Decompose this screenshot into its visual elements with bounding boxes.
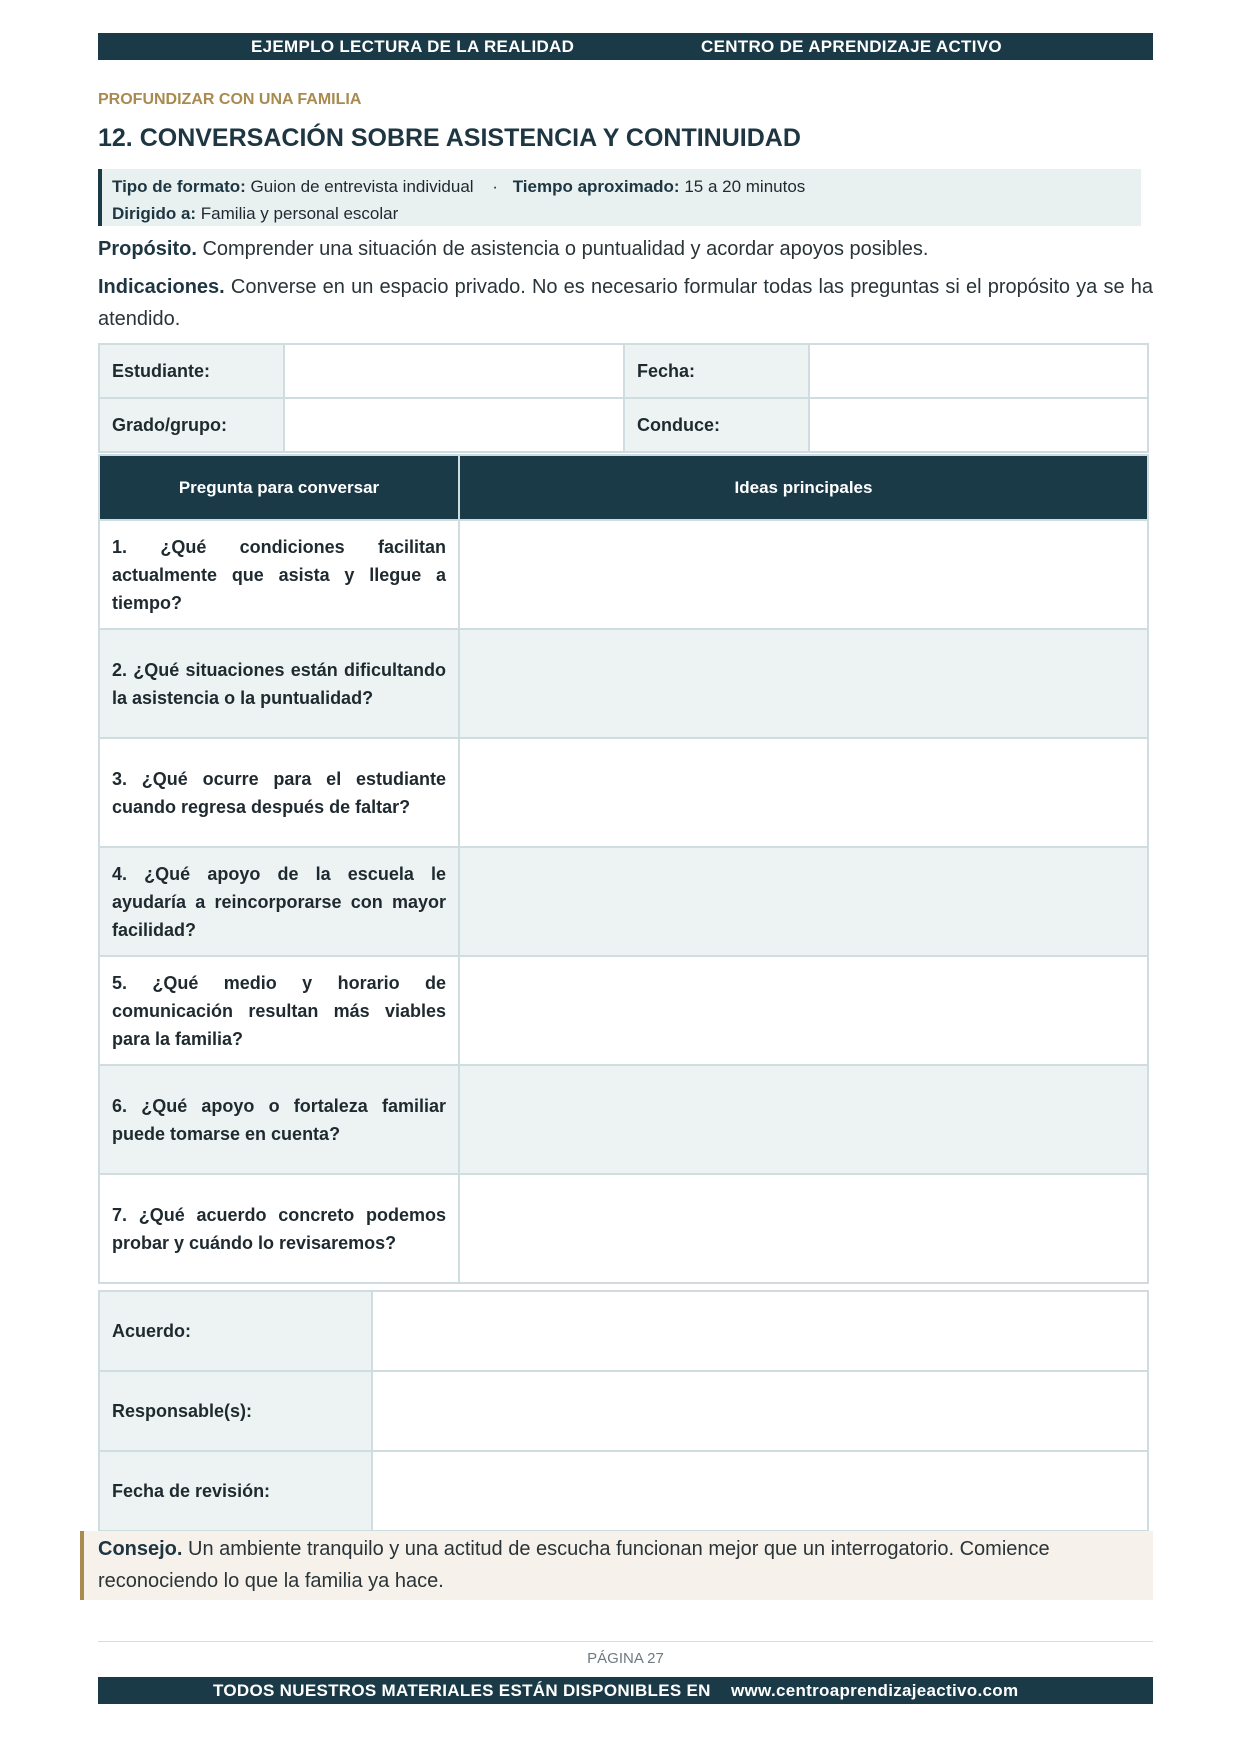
- header-left-text: EJEMPLO LECTURA DE LA REALIDAD: [251, 37, 575, 56]
- purpose-text: Comprender una situación de asistencia o puntualidad y acordar apoyos posibles.: [202, 238, 929, 260]
- purpose-label: Propósito.: [98, 238, 197, 260]
- footer-band: [98, 1677, 1153, 1704]
- ideas-cell[interactable]: [459, 847, 1148, 956]
- question-cell: 1. ¿Qué condiciones facilitan actualmente que asista y llegue a tiempo?: [99, 520, 459, 629]
- instructions-label: Indicaciones.: [98, 276, 225, 298]
- question-cell: 7. ¿Qué acuerdo concreto podemos probar y cuándo lo revisaremos?: [99, 1174, 459, 1283]
- ideas-cell[interactable]: [459, 629, 1148, 738]
- audience-label: Dirigido a:: [112, 204, 197, 223]
- agreement-field[interactable]: [372, 1291, 1148, 1371]
- ideas-cell[interactable]: [459, 520, 1148, 629]
- section-label: PROFUNDIZAR CON UNA FAMILIA: [98, 91, 362, 108]
- tip-text: Un ambiente tranquilo y una actitud de escucha funcionan mejor que un interrogatorio. Comience reconociendo lo que la familia ya hace.: [98, 1538, 1050, 1592]
- table-row: [99, 738, 1148, 847]
- question-cell: 3. ¿Qué ocurre para el estudiante cuando regresa después de faltar?: [99, 738, 459, 847]
- question-cell: 5. ¿Qué medio y horario de comunicación resultan más viables para la familia?: [99, 956, 459, 1065]
- responsible-field[interactable]: [372, 1371, 1148, 1451]
- time-label: Tiempo aproximado:: [512, 177, 680, 196]
- ideas-cell[interactable]: [459, 1174, 1148, 1283]
- student-label: Estudiante:: [99, 344, 284, 398]
- questions-table: [98, 454, 1149, 1284]
- format-value: Guion de entrevista individual: [250, 177, 474, 196]
- header-right-text: CENTRO DE APRENDIZAJE ACTIVO: [701, 37, 1002, 56]
- footer-url-link[interactable]: www.centroaprendizajeactivo.com: [731, 1681, 1019, 1700]
- agreement-label: Acuerdo:: [99, 1291, 372, 1371]
- ideas-cell[interactable]: [459, 738, 1148, 847]
- date-field[interactable]: [809, 344, 1148, 398]
- student-field[interactable]: [284, 344, 624, 398]
- meta-separator: ·: [492, 177, 498, 196]
- time-value: 15 a 20 minutos: [684, 177, 806, 196]
- grade-label: Grado/grupo:: [99, 398, 284, 452]
- table-row: [99, 629, 1148, 738]
- conductor-field[interactable]: [809, 398, 1148, 452]
- footer-left-text: TODOS NUESTROS MATERIALES ESTÁN DISPONIBLES EN: [213, 1681, 711, 1700]
- table-row: [99, 1174, 1148, 1283]
- instructions-paragraph: [98, 271, 1153, 335]
- instructions-text: Converse en un espacio privado. No es necesario formular todas las preguntas si el propósito ya se ha atendido.: [98, 276, 1154, 330]
- footer-divider: [98, 1641, 1153, 1642]
- question-cell: 4. ¿Qué apoyo de la escuela le ayudaría a reincorporarse con mayor facilidad?: [99, 847, 459, 956]
- question-column-header: Pregunta para conversar: [99, 455, 459, 520]
- agreement-table: [98, 1290, 1149, 1532]
- review-date-label: Fecha de revisión:: [99, 1451, 372, 1531]
- grade-field[interactable]: [284, 398, 624, 452]
- question-cell: 2. ¿Qué situaciones están dificultando la asistencia o la puntualidad?: [99, 629, 459, 738]
- page-number: PÁGINA 27: [587, 1650, 664, 1667]
- table-row: [99, 956, 1148, 1065]
- format-label: Tipo de formato:: [112, 177, 246, 196]
- format-info-box: [98, 169, 1141, 226]
- question-cell: 6. ¿Qué apoyo o fortaleza familiar puede tomarse en cuenta?: [99, 1065, 459, 1174]
- table-row: [99, 520, 1148, 629]
- page-title: 12. CONVERSACIÓN SOBRE ASISTENCIA Y CONTINUIDAD: [98, 124, 801, 152]
- purpose-paragraph: [98, 233, 1153, 265]
- tip-label: Consejo.: [98, 1538, 183, 1560]
- ideas-cell[interactable]: [459, 956, 1148, 1065]
- date-label: Fecha:: [624, 344, 809, 398]
- responsible-label: Responsable(s):: [99, 1371, 372, 1451]
- ideas-cell[interactable]: [459, 1065, 1148, 1174]
- header-band: [98, 33, 1153, 60]
- table-row: [99, 1065, 1148, 1174]
- ideas-column-header: Ideas principales: [459, 455, 1148, 520]
- student-info-table: [98, 343, 1149, 453]
- conductor-label: Conduce:: [624, 398, 809, 452]
- review-date-field[interactable]: [372, 1451, 1148, 1531]
- audience-value: Familia y personal escolar: [200, 204, 399, 223]
- table-row: [99, 847, 1148, 956]
- tip-box: [80, 1531, 1153, 1600]
